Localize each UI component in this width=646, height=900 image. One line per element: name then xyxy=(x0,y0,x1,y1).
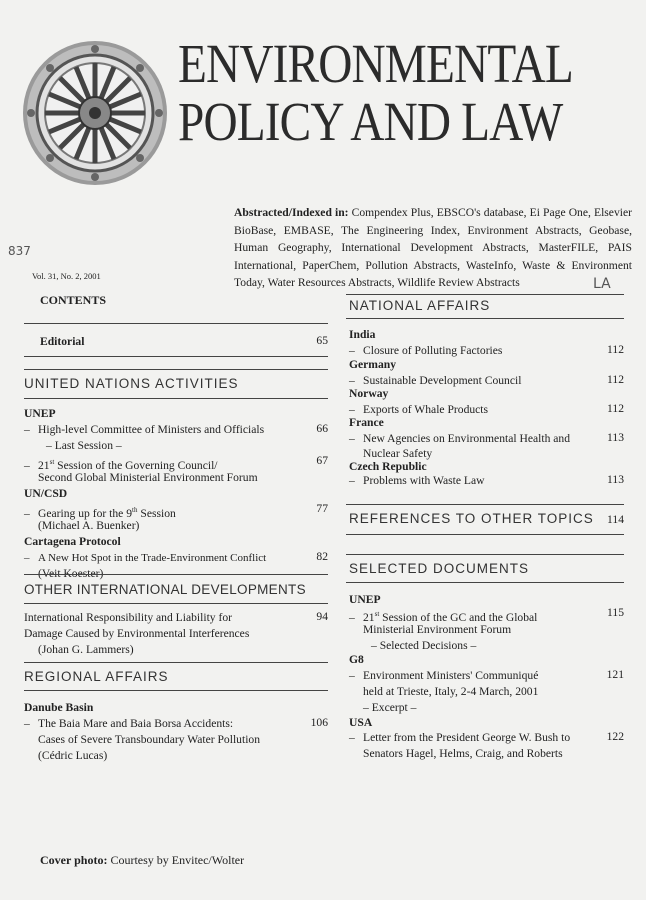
item-text: Sustainable Development Council xyxy=(363,374,522,387)
item-page: 94 xyxy=(316,610,328,623)
item-subtext: – Excerpt – xyxy=(363,701,417,714)
list-item xyxy=(24,716,233,732)
item-page: 115 xyxy=(607,606,624,619)
item-author: (Michael A. Buenker) xyxy=(38,519,140,532)
item-number: 21 xyxy=(363,610,375,624)
country-france: France xyxy=(349,416,384,429)
item-sup: th xyxy=(132,506,138,514)
wheel-logo-icon xyxy=(20,38,170,188)
divider xyxy=(24,369,328,370)
list-item xyxy=(24,550,266,566)
country-norway: Norway xyxy=(349,387,389,400)
item-number: 21 xyxy=(38,458,50,472)
handwritten-note-left: 837 xyxy=(8,244,31,258)
item-author: (Cédric Lucas) xyxy=(38,749,108,762)
abstract-label: Abstracted/Indexed in: xyxy=(234,206,349,219)
abstract-text: Compendex Plus, EBSCO's database, Ei Page One, Elsevier BioBase, EMBASE, The Engineering Index, Environment Abstracts, Geobase, Human Geography, International Development Abstracts, MasterFILE, PAIS International, PaperChem, Pollution Abstracts, WasteInfo, Waste & Environment Today, Water Resources Abstracts, Wildlife Review Abstracts xyxy=(234,206,632,290)
section-national-affairs: NATIONAL AFFAIRS xyxy=(349,298,491,313)
list-item xyxy=(349,473,485,489)
divider xyxy=(346,294,624,295)
subsection-danube: Danube Basin xyxy=(24,701,94,714)
item-sup: st xyxy=(49,458,55,466)
item-text: High-level Committee of Ministers and Officials xyxy=(38,423,265,436)
section-regional-affairs: REGIONAL AFFAIRS xyxy=(24,669,169,684)
item-text: Closure of Polluting Factories xyxy=(363,344,503,357)
country-czech: Czech Republic xyxy=(349,460,427,473)
cover-text: Courtesy by Envitec/Wolter xyxy=(107,853,245,867)
subsection-usa: USA xyxy=(349,716,373,729)
item-text: held at Trieste, Italy, 2-4 March, 2001 xyxy=(363,685,539,698)
item-page: 66 xyxy=(316,422,328,435)
item-page: 82 xyxy=(316,550,328,563)
subsection-uncsd: UN/CSD xyxy=(24,487,68,500)
section-other-developments: OTHER INTERNATIONAL DEVELOPMENTS xyxy=(24,582,306,597)
item-text: Session of the Governing Council/ xyxy=(54,458,218,472)
list-item xyxy=(24,422,264,438)
item-author: (Johan G. Lammers) xyxy=(38,643,134,656)
item-text: Damage Caused by Environmental Interferences xyxy=(24,627,250,640)
contents-heading: CONTENTS xyxy=(40,293,107,307)
journal-title-line1: ENVIRONMENTAL xyxy=(178,33,573,94)
item-text: Letter from the President George W. Bush to xyxy=(363,731,571,744)
list-item xyxy=(349,431,570,447)
dash: – xyxy=(349,432,355,445)
divider xyxy=(346,534,624,535)
dash: – xyxy=(349,374,355,387)
divider xyxy=(346,582,624,583)
editorial-label: Editorial xyxy=(40,335,85,348)
item-text: Gearing up for the 9 xyxy=(38,506,133,520)
dash: – xyxy=(349,403,355,416)
divider xyxy=(24,398,328,399)
item-text: The Baia Mare and Baia Borsa Accidents: xyxy=(38,717,234,730)
divider xyxy=(346,504,624,505)
divider xyxy=(346,318,624,319)
cover-photo-credit xyxy=(40,853,244,868)
item-page: 112 xyxy=(607,343,624,356)
dash: – xyxy=(24,458,30,472)
item-text: A New Hot Spot in the Trade-Environment Conflict xyxy=(38,552,267,564)
cover-label: Cover photo: xyxy=(40,853,108,867)
item-page: 121 xyxy=(606,668,624,681)
dash: – xyxy=(349,474,355,487)
item-text: Cases of Severe Transboundary Water Pollution xyxy=(38,733,261,746)
item-author: (Veit Koester) xyxy=(38,567,104,580)
subsection-unep: UNEP xyxy=(349,593,381,606)
abstract-indexed-block xyxy=(234,204,632,292)
divider xyxy=(24,323,328,324)
item-text: Session of the GC and the Global xyxy=(379,610,538,624)
item-page: 67 xyxy=(316,454,328,467)
dash: – xyxy=(24,717,30,730)
handwritten-note-right: LA xyxy=(593,276,611,292)
subsection-unep: UNEP xyxy=(24,407,56,420)
item-page: 106 xyxy=(310,716,328,729)
section-references: REFERENCES TO OTHER TOPICS xyxy=(349,511,594,526)
item-sup: st xyxy=(374,610,380,618)
item-page: 112 xyxy=(607,402,624,415)
dash: – xyxy=(24,423,30,436)
dash: – xyxy=(24,552,30,564)
section-selected-documents: SELECTED DOCUMENTS xyxy=(349,561,530,576)
divider xyxy=(346,554,624,555)
section-un-activities: UNITED NATIONS ACTIVITIES xyxy=(24,376,239,391)
item-page: 112 xyxy=(607,373,624,386)
item-text: Session xyxy=(137,506,176,520)
country-india: India xyxy=(349,328,376,341)
volume-info: Vol. 31, No. 2, 2001 xyxy=(32,271,101,281)
subsection-g8: G8 xyxy=(349,653,364,666)
item-text: New Agencies on Environmental Health and xyxy=(363,432,571,445)
item-page: 113 xyxy=(607,431,624,444)
dash: – xyxy=(349,731,355,744)
item-text: Senators Hagel, Helms, Craig, and Roberts xyxy=(363,747,563,760)
subsection-cartagena: Cartagena Protocol xyxy=(24,535,121,548)
item-text: Exports of Whale Products xyxy=(363,403,489,416)
divider xyxy=(24,662,328,663)
item-text: Problems with Waste Law xyxy=(363,474,485,487)
divider xyxy=(24,690,328,691)
item-text: Environment Ministers' Communiqué xyxy=(363,669,539,682)
item-page: 122 xyxy=(606,730,624,743)
item-subtext: – Selected Decisions – xyxy=(371,639,477,652)
country-germany: Germany xyxy=(349,358,397,371)
dash: – xyxy=(349,610,355,624)
references-page: 114 xyxy=(607,513,624,526)
dash: – xyxy=(349,669,355,682)
dash: – xyxy=(349,344,355,357)
divider xyxy=(24,356,328,357)
divider xyxy=(24,603,328,604)
item-subtext: Second Global Ministerial Environment Forum xyxy=(38,471,258,484)
editorial-page: 65 xyxy=(316,334,328,347)
item-subtext: – Last Session – xyxy=(46,439,122,452)
divider xyxy=(24,574,328,575)
item-page: 77 xyxy=(316,502,328,515)
list-item xyxy=(349,668,538,684)
journal-title-line2: POLICY AND LAW xyxy=(178,91,563,152)
item-text: International Responsibility and Liability for xyxy=(24,611,233,624)
item-text: Nuclear Safety xyxy=(363,447,433,460)
item-text: Ministerial Environment Forum xyxy=(363,623,512,636)
list-item xyxy=(349,730,570,746)
item-page: 113 xyxy=(607,473,624,486)
dash: – xyxy=(24,506,30,520)
